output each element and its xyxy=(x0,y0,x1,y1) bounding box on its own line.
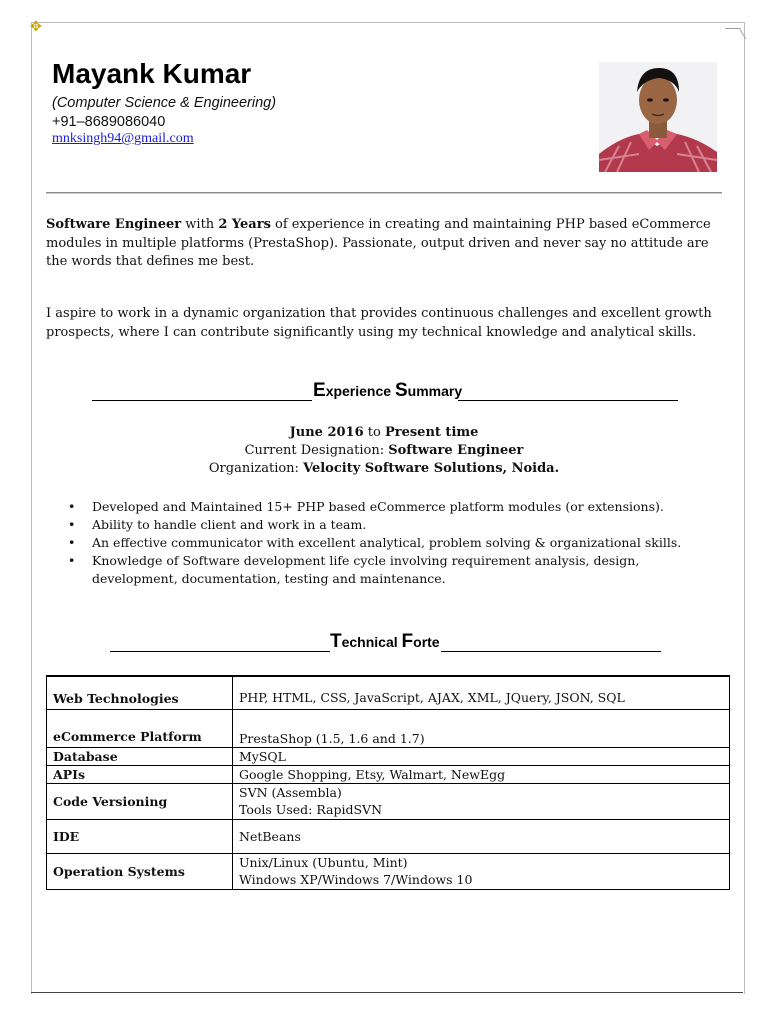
table-row xyxy=(47,747,730,765)
table-row xyxy=(47,853,730,889)
skill-value: MySQL xyxy=(233,747,730,765)
skill-category: Operation Systems xyxy=(47,853,233,889)
candidate-name: Mayank Kumar xyxy=(52,58,252,89)
table-row xyxy=(47,709,730,747)
skill-value: PrestaShop (1.5, 1.6 and 1.7) xyxy=(233,709,730,747)
table-row xyxy=(47,819,730,853)
anchor-icon: ✥ xyxy=(30,19,42,35)
technical-skills-table xyxy=(46,675,730,890)
skill-value-line: SVN (Assembla) xyxy=(239,785,342,800)
experience-organization: Organization: Velocity Software Solutions, Noida. xyxy=(208,461,560,476)
skill-value: NetBeans xyxy=(233,819,730,853)
skill-value: Google Shopping, Etsy, Walmart, NewEgg xyxy=(233,765,730,783)
list-item: • Developed and Maintained 15+ PHP based eCommerce platform modules (or extensions). xyxy=(68,498,728,516)
list-item: • Knowledge of Software development life cycle involving requirement analysis, design, development, documentation, testing and maintenance. xyxy=(68,552,728,588)
skill-value xyxy=(233,783,730,819)
skill-category: APIs xyxy=(47,765,233,783)
summary-with: with xyxy=(181,217,219,232)
skill-category: Code Versioning xyxy=(47,783,233,819)
skill-value-line: Tools Used: RapidSVN xyxy=(239,802,383,817)
experience-designation: Current Designation: Software Engineer xyxy=(244,443,524,458)
table-row xyxy=(47,676,730,709)
skill-category: Web Technologies xyxy=(47,676,233,709)
skill-category: Database xyxy=(47,747,233,765)
skill-value: PHP, HTML, CSS, JavaScript, AJAX, XML, JQuery, JSON, SQL xyxy=(233,676,730,709)
header-divider xyxy=(46,192,722,194)
experience-period: June 2016 to Present time xyxy=(289,425,479,440)
summary-years: 2 Years xyxy=(218,217,271,232)
skill-value-line: Windows XP/Windows 7/Windows 10 xyxy=(239,872,473,887)
professional-summary xyxy=(46,216,724,272)
table-row xyxy=(47,783,730,819)
list-item: • An effective communicator with excellent analytical, problem solving & organizational skills. xyxy=(68,534,728,552)
candidate-email-link[interactable]: mnksingh94@gmail.com xyxy=(52,131,194,146)
candidate-department: (Computer Science & Engineering) xyxy=(52,95,277,111)
summary-rest: of experience in creating and maintaining PHP based eCommerce modules in multiple platforms (PrestaShop). Passionate, output driven and never say no attitude are the words that defines me best. xyxy=(46,217,711,269)
summary-role: Software Engineer xyxy=(46,217,182,232)
skill-value-line: Unix/Linux (Ubuntu, Mint) xyxy=(239,855,408,870)
career-objective: I aspire to work in a dynamic organization that provides continuous challenges and excellent growth prospects, where I can contribute significantly using my technical knowledge and analytical skills. xyxy=(46,306,712,340)
candidate-photo xyxy=(599,62,717,172)
list-item: • Ability to handle client and work in a team. xyxy=(68,516,728,534)
experience-bullets xyxy=(68,498,728,588)
skill-category: IDE xyxy=(47,819,233,853)
skill-category: eCommerce Platform xyxy=(47,709,233,747)
page-bottom-edge xyxy=(31,992,743,993)
skill-value xyxy=(233,853,730,889)
table-row xyxy=(47,765,730,783)
candidate-phone: +91–8689086040 xyxy=(52,114,166,130)
